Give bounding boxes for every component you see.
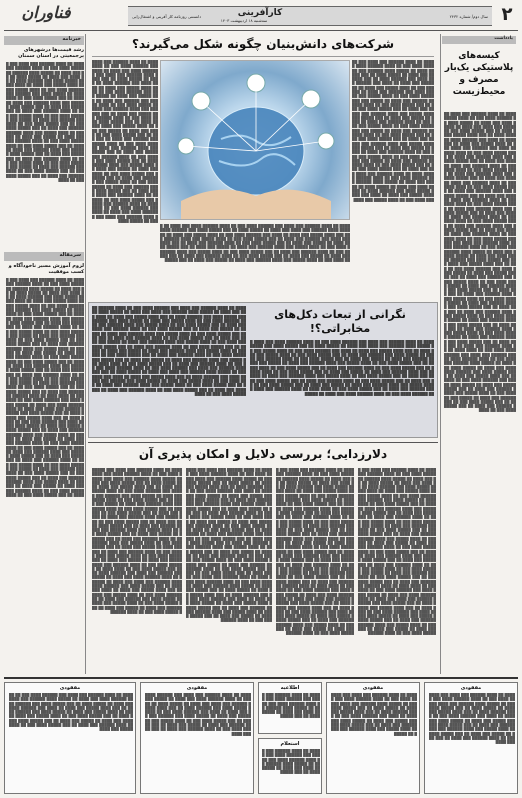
ad-box-4	[258, 738, 322, 794]
bottom-article-col3: ████ ██ ████ ██████ ███ ████ ███ ██████ ████ ███ ██ ████ ██████ ████ ███ ████ ██ █████ ████ ██████ ███ ████ ███ ████ ██ █████ ████ ██ ███ █████ ████ ███ ██████ ████ ██ ███ ████ █████ ███ ████ ██ ████ ███ ██████ ████ ███ ██ ████ █████ ███ ████ ██ █████ ████ ███ ██████ ███ ████ ██ ███ █████ ████ ███ ██ ████ █████ ███ ████ ██████ ███ ████ ██ █████ ███ ████ ██ ███ █████ ████ ███ ██ ████ ██████ ███ ████ ██ ███ █████ ████ ███ ██ ████ █████ ███ ████ ██████ ███ ████ ██ █████ ███ ████ ██ ███ █████ ████ ███ ██ ████ ██████ ███ ████ ██ ███ █████ ████ ███ ██ ████ █████ ███ ████ ██████ ███ ████ ██ █████ ███ ████ ██ ███ █████ ████ ███ ██ ████ ██████ ███ ████ ██ ███ █████ ████ ███ ██ ████ █████ ███ ████ ██████ ███ ████ ██ █████ ███ ████ ██ ███ █████ ████ ███ ██ ████ ██████ ███ ████ ██ ███ █████ ████ ███ ██ ████ █████ ███ ████ ██████ ███ ████ ██ █████ ███ ████ ██ ███ █████ ████ ███ ██ ████ ██████ ███ ████ ██ ███ █████ ████ ███ ██ ████ ████ ██ ████ ██████ ███ ████ ███ ██████ ████ ███ ██ ████ ██████ ████ ███ ████ ██ █████ ████ ██████ ███ ████ ███ ████ ██ █████ ████ ██ ███ █████ ████ ███ ██████ ████ ██ ███ ████ █████ ███ ████ ██ ████ ███ ██████ ████ ███ ██ ████ █████ ███ ████ ██ █████ ████ ███ ██████ ███ ████ ██ ███ █████ ████ ███ ██ ████ █████ ███ ████ ██████ ███ ████ ██ █████ ███ ████ ██ ███ █████ ████ ███ ██ ████ ██████	[186, 468, 272, 623]
ad1-title: مفقودی	[460, 685, 482, 691]
ads-divider	[4, 677, 518, 679]
section-title: کارآفرینی	[237, 8, 283, 18]
bottom-headline: دلارزدایی؛ بررسی دلایل و امکان پذیری آن	[138, 447, 388, 461]
headline-rule	[92, 56, 434, 57]
date-info: سه‌شنبه ۱۸ اردیبهشت ۱۴۰۳	[220, 18, 268, 23]
telecom-box-body-right: ████ ██ ████ ██████ ███ ████ ███ ██████ ████ ███ ██ ████ ██████ ████ ███ ████ ██ █████ ████ ██████ ███ ████ ███ ████ ██ █████ ████ ██ ███ █████ ████ ███ ██████ ████ ██ ███ ████ █████ ███ ████ ██ ████ ███ ██████ ████ ███ ██ ████ █████ ███ ████ ██ █████ ████ ███ ██████ ███ ████ ██ ███ █████ ████ ███ ██ ████ █████ ███ ████ ██████ ███ ████ ██ █████ ███ ████ ██ ███ █████ ████ ███ ██ ████ ██████ ███ ████ ██ ███ █████ ████ ███ ██ ████ █████ ███ ████ ██████ ███ ████ ██ █████ ███ ████ ██ ███ █████ ████ ███ ██ ████ ██████ ███ ████ ██ ███ █████ ████ ███ ██ ████ █████ ███ ████ ██████ ███ ████ ██ █████ ███ ████ ██ ███ █████ ████ ███ ██ ████ ██████ ███ ████ ██ ███ █████ ████ ███ ██ ████ █████ ███ ████ ██████ ███ ████ ██ █████ ███ ████ ██ ███ █████ ████ ███ ██ ████ ██████ ███ ████ ██ ███ █████ ████ ███ ██ ████ █████ ███ ████ ██████ ███ ████ ██ █████ ███ ████ ██ ███ █████ ████ ███ ██ ████ ██████ ███ ████ ██ ███ █████ ████ ███ ██ ████ ████ ██ ████ ██████ ███ ████ ███ ██████ ████ ███ ██ ████ ██████ ████ ███ ████ ██ █████	[250, 340, 434, 396]
header-divider	[4, 30, 518, 31]
bottom-article-col4: ████ ██ ████ ██████ ███ ████ ███ ██████ ████ ███ ██ ████ ██████ ████ ███ ████ ██ █████ ████ ██████ ███ ████ ███ ████ ██ █████ ████ ██ ███ █████ ████ ███ ██████ ████ ██ ███ ████ █████ ███ ████ ██ ████ ███ ██████ ████ ███ ██ ████ █████ ███ ████ ██ █████ ████ ███ ██████ ███ ████ ██ ███ █████ ████ ███ ██ ████ █████ ███ ████ ██████ ███ ████ ██ █████ ███ ████ ██ ███ █████ ████ ███ ██ ████ ██████ ███ ████ ██ ███ █████ ████ ███ ██ ████ █████ ███ ████ ██████ ███ ████ ██ █████ ███ ████ ██ ███ █████ ████ ███ ██ ████ ██████ ███ ████ ██ ███ █████ ████ ███ ██ ████ █████ ███ ████ ██████ ███ ████ ██ █████ ███ ████ ██ ███ █████ ████ ███ ██ ████ ██████ ███ ████ ██ ███ █████ ████ ███ ██ ████ █████ ███ ████ ██████ ███ ████ ██ █████ ███ ████ ██ ███ █████ ████ ███ ██ ████ ██████ ███ ████ ██ ███ █████ ████ ███ ██ ████ █████ ███ ████ ██████ ███ ████ ██ █████ ███ ████ ██ ███ █████ ████ ███ ██ ████ ██████ ███ ████ ██ ███ █████ ████ ███ ██ ████ ████ ██ ████ ██████ ███ ████ ███ ██████ ████ ███ ██ ████ ██████ ████ ███ ████ ██ █████ ████ ██████ ███ ████ ███ ████ ██ █████ ████ ██ ███ █████ ████ ███ ██████ ████ ██ ███ ████ █████ ███ ████ ██ ████ ███ ██████ ████ ███ ██ ████ █████ ███ ████ ██ █████ ████ ███ ██████ ███ ████ ██ ███ █████ ████ ███ ██ ████ █████ ███ ████ ██████ ███ ████ ██ █████ ███ ████ ██ ███ █████ ████ ███ ██ ████ ██████	[92, 468, 182, 614]
ad-box-5	[140, 682, 254, 794]
page-number: ۲	[501, 4, 513, 25]
right-col-body: ████ ██ ████ ██████ ███ ████ ███ ██████ ████ ███ ██ ████ ██████ ████ ███ ████ ██ █████ ████ ██████ ███ ████ ███ ████ ██ █████ ████ ██ ███ █████ ████ ███ ██████ ████ ██ ███ ████ █████ ███ ████ ██ ████ ███ ██████ ████ ███ ██ ████ █████ ███ ████ ██ █████ ████ ███ ██████ ███ ████ ██ ███ █████ ████ ███ ██ ████ █████ ███ ████ ██████ ███ ████ ██ █████ ███ ████ ██ ███ █████ ████ ███ ██ ████ ██████ ███ ████ ██ ███ █████ ████ ███ ██ ████ █████ ███ ████ ██████ ███ ████ ██ █████ ███ ████ ██ ███ █████ ████ ███ ██ ████ ██████ ███ ████ ██ ███ █████ ████ ███ ██ ████ █████ ███ ████ ██████ ███ ████ ██ █████ ███ ████ ██ ███ █████ ████ ███ ██ ████ ██████ ███ ████ ██ ███ █████ ████ ███ ██ ████ █████ ███ ████ ██████ ███ ████ ██ █████ ███ ████ ██ ███ █████ ████ ███ ██ ████ ██████ ███ ████ ██ ███ █████ ████ ███ ██ ████ █████ ███ ████ ██████ ███ ████ ██ █████ ███ ████ ██ ███ █████ ████ ███ ██ ████ ██████ ███ ████ ██ ███ █████ ████ ███ ██ ████ ████ ██ ████ ██████ ███ ████ ███ ██████ ████ ███ ██ ████ ██████ ████ ███ ████ ██ █████ ████ ██████ ███ ████ ███ ████ ██ █████ ████ ██ ███ █████ ████ ███ ██████ ████ ██ ███ ████ █████ ███ ████ ██ ████ ███ ██████ ████ ███ ██ ████ █████ ███ ████ ██ █████ ████ ███ ██████ ███ ████ ██ ███ █████ ████ ███ ██ ████ █████ ███ ████ ██████ ███ ████ ██ █████ ███ ████ ██ ███ █████ ████ ███ ██ ████ ██████ ███ ████ ██ ███ █████ ████ ███ ██ ████ █████ ███ ████ ██████ ███ ████ ██ █████ ███ ████ ██ ███ █████ ████ ███ ██ ████ ██████ ███ ████ ██ ███ █████ ████ ███ ██ ████ █████ ███ ████ ██████ ███ ████ ██ █████ ███ ████ ██ ███ █████ ████ ███ ██ ████ ██████ ███ ████ ██ ███ █████ ████ ███ ██ ████ █████ ███ ████ ██████ ███ ████ ██ █████ ███ ████ ██ ███ █████ ████ ███ ██ ████ ██████ ███ ████ ██ ███ █████ ████ ███ ██ ████ ████ ██ ████ ██████ ███ ████ ███ ██████ ████ ███ ██ ████ ██████ ████ ███ ████ ██ █████ ████ ██████ ███ ████ ███ ████ ██ █████ ████ ██ ███ █████ ████ ███ ██████ ████ ██ ███ ████ █████ ███ ████ ██ ████ ███ ██████ ████ ███ ██ ████ █████ ███ ████ ██ █████ ████ ███ ██████ ███ ████ ██ ███ █████ ████ ███ ██ ████ █████ ███ ████ ██████ ███ ████ ██ █████ ███ ████ ██ ███ █████ ████ ███ ██ ████ ██████ ███ ████ ██ ███ █████ ████ ███ ██ ████	[444, 112, 516, 413]
ad3-body: ████ ██ ████ ██████ ███ ████ ███ ██████ ████ ███ ██ ████ ██████ ████ ███ ████ ██ █████ ████ ██████ ███ ████ ███ ████ ██ █████ ████ ██ ███ █████	[262, 693, 320, 719]
ad6-title: مفقودی	[59, 685, 81, 691]
main-article-col1: ████ ██ ████ ██████ ███ ████ ███ ██████ ████ ███ ██ ████ ██████ ████ ███ ████ ██ █████ ████ ██████ ███ ████ ███ ████ ██ █████ ████ ██ ███ █████ ████ ███ ██████ ████ ██ ███ ████ █████ ███ ████ ██ ████ ███ ██████ ████ ███ ██ ████ █████ ███ ████ ██ █████ ████ ███ ██████ ███ ████ ██ ███ █████ ████ ███ ██ ████ █████ ███ ████ ██████ ███ ████ ██ █████ ███ ████ ██ ███ █████ ████ ███ ██ ████ ██████ ███ ████ ██ ███ █████ ████ ███ ██ ████ █████ ███ ████ ██████ ███ ████ ██ █████ ███ ████ ██ ███ █████ ████ ███ ██ ████ ██████ ███ ████ ██ ███ █████ ████ ███ ██ ████ █████ ███ ████ ██████ ███ ████ ██ █████ ███ ████ ██ ███ █████ ████ ███ ██ ████ ██████ ███ ████ ██ ███ █████ ████ ███ ██ ████ █████ ███ ████ ██████ ███ ████ ██ █████ ███ ████ ██ ███ █████ ████ ███ ██ ████ ██████ ███ ████ ██ ███ █████ ████ ███ ██ ████ █████ ███ ████ ██████ ███ ████ ██ █████ ███ ████ ██ ███ █████ ████ ███ ██ ████ ██████ ███ ████ ██ ███ █████ ████ ███ ██ ████ ████ ██ ████ ██████ ███ ████ ███ ██████ ████ ███ ██ ████ ██████ ████ ███ ████ ██ █████ ████ ██████ ███ ████ ███ ████ ██ █████ ████ ██ ███ █████ ████ ███ ██████ ████ ██ ███ ████ █████ ███ ████ ██ ████ ███ ██████ ████ ███ ██ ████ █████ ███ ████	[352, 60, 434, 202]
issue-info: سال دوم/ شماره ۲۴۳۲	[449, 14, 488, 19]
ad2-title: مفقودی	[362, 685, 384, 691]
ad-box-6	[4, 682, 136, 794]
ad-box-3	[258, 682, 322, 734]
bottom-article-col1: ████ ██ ████ ██████ ███ ████ ███ ██████ ████ ███ ██ ████ ██████ ████ ███ ████ ██ █████ ████ ██████ ███ ████ ███ ████ ██ █████ ████ ██ ███ █████ ████ ███ ██████ ████ ██ ███ ████ █████ ███ ████ ██ ████ ███ ██████ ████ ███ ██ ████ █████ ███ ████ ██ █████ ████ ███ ██████ ███ ████ ██ ███ █████ ████ ███ ██ ████ █████ ███ ████ ██████ ███ ████ ██ █████ ███ ████ ██ ███ █████ ████ ███ ██ ████ ██████ ███ ████ ██ ███ █████ ████ ███ ██ ████ █████ ███ ████ ██████ ███ ████ ██ █████ ███ ████ ██ ███ █████ ████ ███ ██ ████ ██████ ███ ████ ██ ███ █████ ████ ███ ██ ████ █████ ███ ████ ██████ ███ ████ ██ █████ ███ ████ ██ ███ █████ ████ ███ ██ ████ ██████ ███ ████ ██ ███ █████ ████ ███ ██ ████ █████ ███ ████ ██████ ███ ████ ██ █████ ███ ████ ██ ███ █████ ████ ███ ██ ████ ██████ ███ ████ ██ ███ █████ ████ ███ ██ ████ █████ ███ ████ ██████ ███ ████ ██ █████ ███ ████ ██ ███ █████ ████ ███ ██ ████ ██████ ███ ████ ██ ███ █████ ████ ███ ██ ████ ████ ██ ████ ██████ ███ ████ ███ ██████ ████ ███ ██ ████ ██████ ████ ███ ████ ██ █████ ████ ██████ ███ ████ ███ ████ ██ █████ ████ ██ ███ █████ ████ ███ ██████ ████ ██ ███ ████ █████ ███ ████ ██ ████ ███ ██████ ████ ███ ██ ████ █████ ███ ████ ██ █████ ████ ███ ██████ ███ ████ ██ ███ █████ ████ ███ ██ ████ █████ ███ ████ ██████ ███ ████ ██ █████ ███ ████ ██ ███ █████ ████ ███ ██ ████ ██████	[358, 468, 436, 636]
right-col-title: کیسه‌های پلاستیکی یک‌بار مصرف و محیط‌زیست	[444, 51, 514, 97]
main-article-under-photo: ████ ██ ████ ██████ ███ ████ ███ ██████ ████ ███ ██ ████ ██████ ████ ███ ████ ██ █████ ████ ██████ ███ ████ ███ ████ ██ █████ ████ ██ ███ █████ ████ ███ ██████ ████ ██ ███ ████ █████ ███ ████ ██ ████ ███ ██████ ████ ███ ██ ████ █████ ███ ████ ██ █████ ████ ███ ██████ ███ ████ ██ ███ █████ ████ ███ ██ ████ █████ ███ ████ ██████ ███ ████ ██ █████ ███ ████ ██ ███ █████ ████ ███ ██ ████ ██████ ███ ████ ██ ███ █████ ████ ███ ██ ████ █████ ███ ████ ██████ ███ ████ ██ █████ ███ ████ ██ ███ █████ ████ ███ ██ ████ ██████ ███ ████ ██ ███ █████ ████ ███ ██ ████ █████ ███ ████ ██████ ███ ████ ██ █████ ███ ████ ██ ███ █████ ████ ███ ██ ████ ██████ ███ ████ ██ ███ █████ ████ ███ ██ ████ █████ ███ ████ ██████ ███ ████ ██ █████ ███ ████ ██ ███ █████	[160, 224, 350, 263]
news2-title: لزوم آموزش مسیر ناخودآگاه و کسب موفقیت	[8, 263, 84, 275]
ad2-body: ████ ██ ████ ██████ ███ ████ ███ ██████ ████ ███ ██ ████ ██████ ████ ███ ████ ██ █████ ████ ██████ ███ ████ ███ ████ ██ █████ ████ ██ ███ █████ ████ ███ ██████ ████ ██ ███ ████ █████ ███ ████ ██ ████ ███ ██████ ████ ███ ██ ████ █████ ███ ████ ██ █████ ████ ███ ██████ ███ ████ ██ ███ █████ ████ ███ ██ ████ █████ ███ ████ ██████ ███ ████ ██ █████	[331, 693, 417, 736]
paper-logo: فناوران	[21, 3, 71, 22]
bottom-article-col2: ████ ██ ████ ██████ ███ ████ ███ ██████ ████ ███ ██ ████ ██████ ████ ███ ████ ██ █████ ████ ██████ ███ ████ ███ ████ ██ █████ ████ ██ ███ █████ ████ ███ ██████ ████ ██ ███ ████ █████ ███ ████ ██ ████ ███ ██████ ████ ███ ██ ████ █████ ███ ████ ██ █████ ████ ███ ██████ ███ ████ ██ ███ █████ ████ ███ ██ ████ █████ ███ ████ ██████ ███ ████ ██ █████ ███ ████ ██ ███ █████ ████ ███ ██ ████ ██████ ███ ████ ██ ███ █████ ████ ███ ██ ████ █████ ███ ████ ██████ ███ ████ ██ █████ ███ ████ ██ ███ █████ ████ ███ ██ ████ ██████ ███ ████ ██ ███ █████ ████ ███ ██ ████ █████ ███ ████ ██████ ███ ████ ██ █████ ███ ████ ██ ███ █████ ████ ███ ██ ████ ██████ ███ ████ ██ ███ █████ ████ ███ ██ ████ █████ ███ ████ ██████ ███ ████ ██ █████ ███ ████ ██ ███ █████ ████ ███ ██ ████ ██████ ███ ████ ██ ███ █████ ████ ███ ██ ████ █████ ███ ████ ██████ ███ ████ ██ █████ ███ ████ ██ ███ █████ ████ ███ ██ ████ ██████ ███ ████ ██ ███ █████ ████ ███ ██ ████ ████ ██ ████ ██████ ███ ████ ███ ██████ ████ ███ ██ ████ ██████ ████ ███ ████ ██ █████ ████ ██████ ███ ████ ███ ████ ██ █████ ████ ██ ███ █████ ████ ███ ██████ ████ ██ ███ ████ █████ ███ ████ ██ ████ ███ ██████ ████ ███ ██ ████ █████ ███ ████ ██ █████ ████ ███ ██████ ███ ████ ██ ███ █████ ████ ███ ██ ████ █████ ███ ████ ██████ ███ ████ ██ █████ ███ ████ ██ ███ █████ ████ ███ ██ ████ ██████	[276, 468, 354, 636]
news1-title: رشد قیمت‌ها درشهرهای پرجمعیتی در استان سمنان	[18, 47, 84, 59]
ad3-title: اطلاعیه	[280, 685, 300, 691]
bottom-article-rule	[88, 442, 438, 443]
news1-label: خبرنامه	[4, 36, 84, 45]
news1-body: ████ ██ ████ ██████ ███ ████ ███ ██████ ████ ███ ██ ████ ██████ ████ ███ ████ ██ █████ ████ ██████ ███ ████ ███ ████ ██ █████ ████ ██ ███ █████ ████ ███ ██████ ████ ██ ███ ████ █████ ███ ████ ██ ████ ███ ██████ ████ ███ ██ ████ █████ ███ ████ ██ █████ ████ ███ ██████ ███ ████ ██ ███ █████ ████ ███ ██ ████ █████ ███ ████ ██████ ███ ████ ██ █████ ███ ████ ██ ███ █████ ████ ███ ██ ████ ██████ ███ ████ ██ ███ █████ ████ ███ ██ ████ █████ ███ ████ ██████ ███ ████ ██ █████ ███ ████ ██ ███ █████ ████ ███ ██ ████ ██████ ███ ████ ██ ███ █████ ████ ███ ██ ████ █████ ███ ████ ██████ ███ ████ ██ █████ ███ ████ ██ ███ █████ ████ ███ ██ ████ ██████ ███ ████ ██ ███ █████ ████ ███ ██ ████ █████ ███ ████ ██████ ███ ████ ██ █████ ███ ████ ██ ███ █████ ████ ███ ██ ████ ██████ ███ ████ ██ ███ █████ ████ ███ ██ ████ █████ ███ ████ ██████ ███ ████ ██ █████ ███ ████ ██ ███ █████ ████ ███ ██ ████ ██████ ███ ████ ██ ███ █████ ████ ███ ██ ████	[6, 62, 84, 183]
main-article-col4: ████ ██ ████ ██████ ███ ████ ███ ██████ ████ ███ ██ ████ ██████ ████ ███ ████ ██ █████ ████ ██████ ███ ████ ███ ████ ██ █████ ████ ██ ███ █████ ████ ███ ██████ ████ ██ ███ ████ █████ ███ ████ ██ ████ ███ ██████ ████ ███ ██ ████ █████ ███ ████ ██ █████ ████ ███ ██████ ███ ████ ██ ███ █████ ████ ███ ██ ████ █████ ███ ████ ██████ ███ ████ ██ █████ ███ ████ ██ ███ █████ ████ ███ ██ ████ ██████ ███ ████ ██ ███ █████ ████ ███ ██ ████ █████ ███ ████ ██████ ███ ████ ██ █████ ███ ████ ██ ███ █████ ████ ███ ██ ████ ██████ ███ ████ ██ ███ █████ ████ ███ ██ ████ █████ ███ ████ ██████ ███ ████ ██ █████ ███ ████ ██ ███ █████ ████ ███ ██ ████ ██████ ███ ████ ██ ███ █████ ████ ███ ██ ████ █████ ███ ████ ██████ ███ ████ ██ █████ ███ ████ ██ ███ █████ ████ ███ ██ ████ ██████ ███ ████ ██ ███ █████ ████ ███ ██ ████ █████ ███ ████ ██████ ███ ████ ██ █████ ███ ████ ██ ███ █████ ████ ███ ██ ████ ██████ ███ ████ ██ ███ █████ ████ ███ ██ ████ ████ ██ ████ ██████ ███ ████ ███ ██████ ████ ███ ██ ████ ██████ ████ ███ ████ ██ █████ ████ ██████ ███ ████ ███ ████ ██ █████ ████	[92, 60, 158, 223]
article-photo	[160, 60, 350, 220]
ad1-body: ████ ██ ████ ██████ ███ ████ ███ ██████ ████ ███ ██ ████ ██████ ████ ███ ████ ██ █████ ████ ██████ ███ ████ ███ ████ ██ █████ ████ ██ ███ █████ ████ ███ ██████ ████ ██ ███ ████ █████ ███ ████ ██ ████ ███ ██████ ████ ███ ██ ████ █████ ███ ████ ██ █████ ████ ███ ██████ ███ ████ ██ ███ █████ ████ ███ ██ ████ █████ ███ ████ ██████ ███ ████ ██ █████ ███ ████ ██ ███ █████ ████ ███ ██ ████ ██████ ███ ████ ██ ███ █████ ████	[429, 693, 515, 745]
ad5-title: مفقودی	[186, 685, 208, 691]
news2-body: ████ ██ ████ ██████ ███ ████ ███ ██████ ████ ███ ██ ████ ██████ ████ ███ ████ ██ █████ ████ ██████ ███ ████ ███ ████ ██ █████ ████ ██ ███ █████ ████ ███ ██████ ████ ██ ███ ████ █████ ███ ████ ██ ████ ███ ██████ ████ ███ ██ ████ █████ ███ ████ ██ █████ ████ ███ ██████ ███ ████ ██ ███ █████ ████ ███ ██ ████ █████ ███ ████ ██████ ███ ████ ██ █████ ███ ████ ██ ███ █████ ████ ███ ██ ████ ██████ ███ ████ ██ ███ █████ ████ ███ ██ ████ █████ ███ ████ ██████ ███ ████ ██ █████ ███ ████ ██ ███ █████ ████ ███ ██ ████ ██████ ███ ████ ██ ███ █████ ████ ███ ██ ████ █████ ███ ████ ██████ ███ ████ ██ █████ ███ ████ ██ ███ █████ ████ ███ ██ ████ ██████ ███ ████ ██ ███ █████ ████ ███ ██ ████ █████ ███ ████ ██████ ███ ████ ██ █████ ███ ████ ██ ███ █████ ████ ███ ██ ████ ██████ ███ ████ ██ ███ █████ ████ ███ ██ ████ █████ ███ ████ ██████ ███ ████ ██ █████ ███ ████ ██ ███ █████ ████ ███ ██ ████ ██████ ███ ████ ██ ███ █████ ████ ███ ██ ████ ████ ██ ████ ██████ ███ ████ ███ ██████ ████ ███ ██ ████ ██████ ████ ███ ████ ██ █████ ████ ██████ ███ ████ ███ ████ ██ █████ ████ ██ ███ █████ ████ ███ ██████ ████ ██ ███ ████ █████ ███ ████ ██ ████ ███ ██████ ████ ███ ██ ████ █████ ███ ████ ██ █████ ████ ███ ██████ ███ ████ ██ ███ █████ ████ ███ ██ ████ █████ ███ ████ ██████ ███ ████ ██ █████ ███ ████ ██ ███ █████ ████ ███ ██ ████ ██████ ███ ████ ██ ███ █████ ████ ███ ██ ████ █████ ███ ████ ██████ ███ ████ ██ █████ ███ ████ ██ ███ █████ ████ ███ ██ ████ ██████ ███ ████ ██ ███ █████ ████ ███ ██ ████ █████ ███ ████ ██████ ███ ████ ██ █████ ███ ████ ██ ███ █████ ████ ███ ██ ████ ██████ ███ ████ ██ ███ █████ ████ ███ ██ ████ █████ ███ ████ ██████ ███ ████ ██ █████ ███ ████ ██ ███ █████ ████ ███ ██ ████ ██████ ███ ████ ██ ███ █████ ████ ███ ██ ████	[6, 278, 84, 497]
ad4-body: ████ ██ ████ ██████ ███ ████ ███ ██████ ████ ███ ██ ████ ██████ ████ ███ ████ ██ █████ ████ ██████ ███ ████ ███ ████ ██ █████ ████ ██ ███ █████	[262, 749, 320, 775]
news2-label: سرمقاله	[4, 252, 84, 261]
ad-box-2	[326, 682, 420, 794]
ad5-body: ████ ██ ████ ██████ ███ ████ ███ ██████ ████ ███ ██ ████ ██████ ████ ███ ████ ██ █████ ████ ██████ ███ ████ ███ ████ ██ █████ ████ ██ ███ █████ ████ ███ ██████ ████ ██ ███ ████ █████ ███ ████ ██ ████ ███ ██████ ████ ███ ██ ████ █████ ███ ████ ██ █████ ████ ███ ██████ ███ ████ ██ ███ █████ ████ ███ ██ ████ █████ ███ ████ ██████ ███ ████ ██ █████ ███ ████ ██ ███ █████ ████ ███ ██ ████ ██████ ███ ████ ██ ███ █████ ████	[145, 693, 251, 736]
right-col-label: یادداشت	[442, 36, 516, 44]
globe-hands-illustration	[161, 61, 350, 220]
paper-name: دانستنی روزنامه کار آفرینی و اشتغال‌زایی	[132, 14, 202, 19]
ad6-body: ████ ██ ████ ██████ ███ ████ ███ ██████ ████ ███ ██ ████ ██████ ████ ███ ████ ██ █████ ████ ██████ ███ ████ ███ ████ ██ █████ ████ ██ ███ █████ ████ ███ ██████ ████ ██ ███ ████ █████ ███ ████ ██ ████ ███ ██████ ████ ███ ██ ████ █████ ███ ████ ██ █████ ████ ███ ██████ ███ ████ ██ ███ █████ ████ ███ ██ ████ █████ ███ ████ ██████ ███ ████ ██ █████ ███ ████ ██ ███ █████ ████ ███ ██ ████ ██████ ███ ████ ██ ███ █████ ████ ███ ██ ████ █████ ███ ████	[9, 693, 133, 732]
telecom-box-title: نگرانی از تبعات دکل‌های مخابراتی؟!	[274, 308, 406, 335]
main-headline: شرکت‌های دانش‌بنیان چگونه شکل می‌گیرند؟	[131, 37, 394, 51]
ad4-title: استعلام	[280, 741, 300, 747]
telecom-box-body-left: ████ ██ ████ ██████ ███ ████ ███ ██████ ████ ███ ██ ████ ██████ ████ ███ ████ ██ █████ ████ ██████ ███ ████ ███ ████ ██ █████ ████ ██ ███ █████ ████ ███ ██████ ████ ██ ███ ████ █████ ███ ████ ██ ████ ███ ██████ ████ ███ ██ ████ █████ ███ ████ ██ █████ ████ ███ ██████ ███ ████ ██ ███ █████ ████ ███ ██ ████ █████ ███ ████ ██████ ███ ████ ██ █████ ███ ████ ██ ███ █████ ████ ███ ██ ████ ██████ ███ ████ ██ ███ █████ ████ ███ ██ ████ █████ ███ ████ ██████ ███ ████ ██ █████ ███ ████ ██ ███ █████ ████ ███ ██ ████ ██████ ███ ████ ██ ███ █████ ████ ███ ██ ████ █████ ███ ████ ██████ ███ ████ ██ █████ ███ ████ ██ ███ █████ ████ ███ ██ ████ ██████ ███ ████ ██ ███ █████ ████ ███ ██ ████ █████ ███ ████ ██████ ███ ████ ██ █████ ███ ████ ██ ███ █████ ████ ███ ██ ████ ██████ ███ ████ ██ ███ █████ ████ ███ ██ ████ █████ ███ ████ ██████ ███ ████ ██ █████ ███ ████ ██ ███ █████ ████ ███ ██ ████ ██████ ███ ████ ██ ███ █████ ████ ███ ██ ████ ████ ██ ████ ██████ ███ ████ ███ ██████ ████ ███ ██ ████ ██████ ████ ███ ████ ██ █████ ████ ██████ ███ ████ ███ ████ ██ █████ ████ ██ ███ █████ ████ ███ ██████ ████ ██ ███ ████ █████ ███ ████ ██ ████ ███ ██████ ████ ███ ██ ████ █████ ███ ████ ██ █████ ████ ███ ██████ ███ ████ ██ ███ █████ ████ ███ ██ ████ █████ ███ ████ ██████ ███ ████ ██ █████ ███ ████ ██ ███ █████ ████ ███ ██ ████ ██████ ███ ████ ██ ███ █████ ████ ███ ██ ████	[92, 306, 246, 396]
ad-box-1	[424, 682, 518, 794]
